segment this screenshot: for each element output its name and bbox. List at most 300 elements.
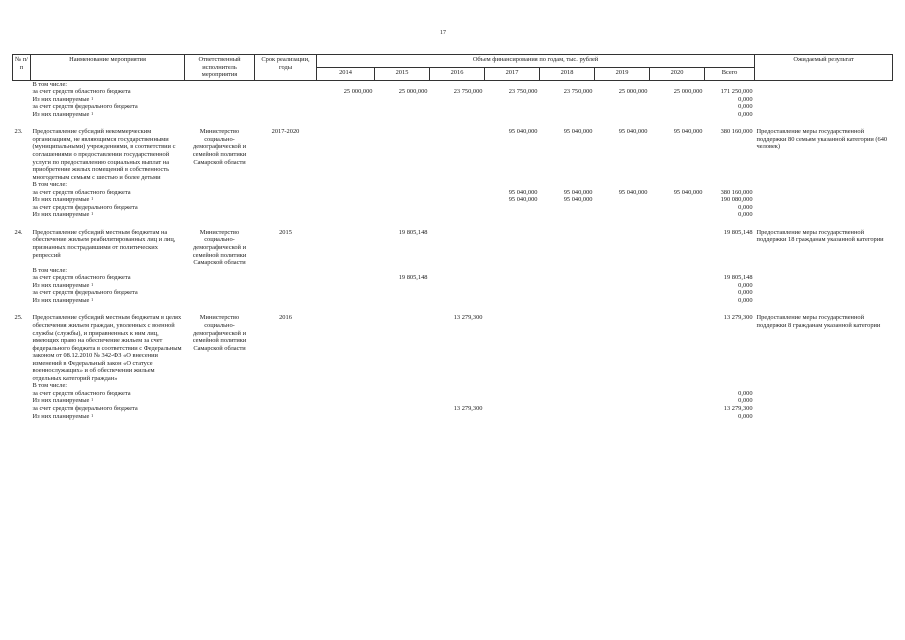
year-value (317, 382, 375, 390)
funding-source-row (13, 80, 893, 88)
footnote-mark: 1 (91, 296, 94, 302)
year-value (485, 382, 540, 390)
year-value (540, 111, 595, 119)
implementation-period: 2016 (279, 314, 292, 322)
year-value: 25 000,000 (343, 88, 373, 96)
year-value (595, 297, 650, 305)
footnote-mark: 1 (91, 412, 94, 418)
empty-cell (255, 211, 317, 219)
total-value: 0,000 (738, 211, 753, 219)
year-value (485, 289, 540, 297)
funding-source-row (13, 267, 893, 275)
year-value (595, 282, 650, 290)
total-value: 0,000 (738, 389, 753, 397)
empty-cell (185, 111, 255, 119)
year-value (430, 196, 485, 204)
year-value (430, 289, 485, 297)
empty-cell (185, 405, 255, 413)
footnote-mark: 1 (91, 281, 94, 287)
year-value (375, 289, 430, 297)
activity-row (13, 126, 893, 181)
year-value (595, 111, 650, 119)
header-total: Всего (705, 67, 755, 80)
total-value: 0,000 (738, 412, 753, 420)
year-value: 95 040,000 (618, 128, 648, 136)
empty-cell (755, 196, 893, 204)
year-value (485, 211, 540, 219)
year-value: 25 000,000 (673, 88, 703, 96)
year-value (317, 227, 375, 267)
empty-cell (13, 204, 31, 212)
year-value (317, 204, 375, 212)
header-year: 2016 (430, 67, 485, 80)
funding-source-row (13, 211, 893, 219)
empty-cell (255, 96, 317, 104)
year-value (430, 267, 485, 275)
empty-cell (185, 282, 255, 290)
year-value (650, 111, 705, 119)
header-year: 2018 (540, 67, 595, 80)
year-value: 95 040,000 (563, 196, 593, 204)
funding-source-text: Из них планируемые (32, 281, 90, 289)
year-value (317, 126, 375, 181)
year-value (317, 390, 375, 398)
empty-cell (255, 274, 317, 282)
total-value: 13 279,300 (723, 314, 753, 322)
year-value: 23 750,000 (508, 88, 538, 96)
total-value: 13 279,300 (723, 404, 753, 412)
total-value: 171 250,000 (720, 88, 753, 96)
year-value (430, 382, 485, 390)
empty-cell (255, 103, 317, 111)
year-value (650, 312, 705, 382)
year-value (317, 282, 375, 290)
empty-cell (185, 211, 255, 219)
row-spacer (13, 304, 893, 312)
empty-cell (185, 96, 255, 104)
funding-source-label (31, 189, 185, 197)
year-value (595, 312, 650, 382)
year-value (317, 413, 375, 421)
empty-cell (755, 405, 893, 413)
year-value (650, 297, 705, 305)
empty-cell (13, 282, 31, 290)
year-value: 19 805,148 (398, 228, 428, 236)
empty-cell (185, 80, 255, 88)
empty-cell (185, 181, 255, 189)
year-value (485, 390, 540, 398)
responsible-executor: Министерство социально-демографической и семейной политики Самарской области (192, 228, 247, 267)
year-value (317, 274, 375, 282)
header-name: Наименование мероприятия (31, 55, 185, 81)
row-spacer (13, 118, 893, 126)
year-value (317, 196, 375, 204)
year-value (375, 390, 430, 398)
year-value (650, 181, 705, 189)
empty-cell (755, 382, 893, 390)
year-value (430, 126, 485, 181)
empty-cell (13, 289, 31, 297)
empty-cell (185, 267, 255, 275)
year-value (650, 267, 705, 275)
year-value: 23 750,000 (563, 88, 593, 96)
funding-source-label (31, 413, 185, 421)
year-value (540, 204, 595, 212)
year-value (485, 413, 540, 421)
year-value (540, 181, 595, 189)
empty-cell (255, 111, 317, 119)
year-value (317, 405, 375, 413)
year-value (375, 267, 430, 275)
header-year: 2017 (485, 67, 540, 80)
year-value (375, 96, 430, 104)
responsible-executor: Министерство социально-демографической и семейной политики Самарской области (192, 314, 247, 352)
header-year: 2019 (595, 67, 650, 80)
funding-source-label (31, 88, 185, 96)
total-value: 190 080,000 (720, 196, 753, 204)
funding-source-row (13, 189, 893, 197)
year-value: 13 279,300 (453, 404, 483, 412)
activity-name: Предоставление субсидий некоммерческим организациям, не являющимся государственными (муниципальными) учреждениями, в соответствии с соглашениями о предоставлении государственной услуги по предоставлению социальных выплат на приобретение жилых помещений в собственность многодетным семьям с шестью и более детьми (32, 128, 176, 181)
total-value: 0,000 (738, 397, 753, 405)
funding-source-text: Из них планируемые (32, 397, 90, 405)
empty-cell (755, 413, 893, 421)
year-value (430, 111, 485, 119)
year-value (485, 405, 540, 413)
year-value (485, 297, 540, 305)
year-value (540, 289, 595, 297)
header-year: 2015 (375, 67, 430, 80)
empty-cell (755, 211, 893, 219)
empty-cell (185, 397, 255, 405)
header-year: 2020 (650, 67, 705, 80)
total-value: 0,000 (738, 296, 753, 304)
funding-source-label (31, 96, 185, 104)
funding-source-label (31, 103, 185, 111)
empty-cell (755, 289, 893, 297)
year-value (595, 413, 650, 421)
empty-cell (185, 196, 255, 204)
year-value (317, 96, 375, 104)
year-value (650, 413, 705, 421)
funding-source-row (13, 96, 893, 104)
expected-result: Предоставление меры государственной поддержки 8 гражданам указанной категории (756, 314, 881, 329)
header-financing: Объем финансирования по годам, тыс. рублей (317, 55, 755, 68)
total-value: 0,000 (738, 203, 753, 211)
empty-cell (255, 390, 317, 398)
year-value: 95 040,000 (618, 188, 648, 196)
row-number: 24. (14, 228, 23, 236)
year-value (595, 274, 650, 282)
funding-source-text: Из них планируемые (32, 95, 90, 103)
empty-cell (755, 267, 893, 275)
year-value (430, 297, 485, 305)
year-value (540, 413, 595, 421)
empty-cell (755, 397, 893, 405)
funding-source-text: Из них планируемые (32, 412, 90, 420)
year-value (430, 80, 485, 88)
empty-cell (13, 397, 31, 405)
year-value (595, 204, 650, 212)
year-value: 95 040,000 (508, 188, 538, 196)
table-body (13, 80, 893, 420)
funding-source-label (31, 289, 185, 297)
total-value: 0,000 (738, 103, 753, 111)
year-value (430, 181, 485, 189)
empty-cell (13, 103, 31, 111)
year-value (317, 181, 375, 189)
funding-source-row (13, 103, 893, 111)
empty-cell (755, 189, 893, 197)
year-value (650, 204, 705, 212)
empty-cell (755, 88, 893, 96)
financing-table (12, 54, 893, 420)
year-value (485, 227, 540, 267)
empty-cell (13, 405, 31, 413)
year-value (650, 382, 705, 390)
funding-source-row (13, 274, 893, 282)
activity-name: Предоставление субсидий местным бюджетам в целях обеспечения жильем граждан, уволенных с военной службы (службы), и приравненных к ним лиц, имеющих право на обеспечение жильем за счет федерального бюджета в соответствии с Федеральным законом от 08.12.2010 № 342-ФЗ «О внесении изменений в Федеральный закон «О статусе военнослужащих» и об обеспечении жильем отдельных категорий граждан» (32, 314, 182, 382)
year-value (595, 397, 650, 405)
empty-cell (13, 96, 31, 104)
funding-source-text: В том числе: (32, 266, 68, 274)
funding-source-label (31, 181, 185, 189)
empty-cell (255, 88, 317, 96)
header-responsible: Ответственный исполнитель мероприятия (185, 55, 255, 81)
year-value (430, 103, 485, 111)
total-value (705, 382, 755, 390)
empty-cell (755, 181, 893, 189)
funding-source-label (31, 211, 185, 219)
total-value: 0,000 (738, 289, 753, 297)
year-value (485, 103, 540, 111)
year-value: 95 040,000 (673, 188, 703, 196)
funding-source-label (31, 282, 185, 290)
year-value (540, 96, 595, 104)
empty-cell (13, 111, 31, 119)
year-value (430, 390, 485, 398)
year-value (595, 390, 650, 398)
empty-cell (255, 282, 317, 290)
year-value (650, 196, 705, 204)
year-value (485, 111, 540, 119)
funding-source-text: В том числе: (32, 80, 68, 88)
year-value (595, 181, 650, 189)
year-value (485, 80, 540, 88)
empty-cell (755, 103, 893, 111)
funding-source-text: В том числе: (32, 382, 68, 390)
total-value (705, 267, 755, 275)
empty-cell (255, 267, 317, 275)
year-value: 13 279,300 (453, 314, 483, 322)
year-value (375, 413, 430, 421)
year-value (375, 297, 430, 305)
year-value (317, 289, 375, 297)
empty-cell (755, 204, 893, 212)
empty-cell (13, 80, 31, 88)
empty-cell (13, 390, 31, 398)
empty-cell (185, 413, 255, 421)
year-value (375, 80, 430, 88)
year-value (595, 227, 650, 267)
year-value (317, 297, 375, 305)
funding-source-row (13, 88, 893, 96)
empty-cell (255, 413, 317, 421)
empty-cell (255, 382, 317, 390)
row-number: 23. (14, 128, 23, 136)
year-value (595, 289, 650, 297)
total-value: 0,000 (738, 95, 753, 103)
year-value (540, 312, 595, 382)
empty-cell (255, 196, 317, 204)
year-value (375, 111, 430, 119)
year-value (650, 103, 705, 111)
year-value: 19 805,148 (398, 274, 428, 282)
footnote-mark: 1 (91, 211, 94, 217)
footnote-mark: 1 (91, 397, 94, 403)
year-value (650, 211, 705, 219)
footnote-mark: 1 (91, 196, 94, 202)
year-value (317, 103, 375, 111)
empty-cell (13, 211, 31, 219)
year-value (650, 227, 705, 267)
year-value (375, 211, 430, 219)
empty-cell (755, 96, 893, 104)
year-value (650, 405, 705, 413)
year-value (485, 181, 540, 189)
year-value (540, 390, 595, 398)
year-value (540, 211, 595, 219)
year-value (375, 382, 430, 390)
year-value (375, 189, 430, 197)
total-value: 0,000 (738, 110, 753, 118)
year-value (485, 282, 540, 290)
year-value (540, 382, 595, 390)
year-value (485, 274, 540, 282)
implementation-period: 2017-2020 (271, 128, 300, 136)
total-value: 19 805,148 (723, 274, 753, 282)
year-value (430, 413, 485, 421)
empty-cell (255, 181, 317, 189)
row-number: 25. (14, 314, 23, 322)
total-value: 0,000 (738, 281, 753, 289)
year-value (540, 297, 595, 305)
funding-source-text: за счет средств областного бюджета (32, 274, 131, 282)
year-value (375, 181, 430, 189)
funding-source-label (31, 382, 185, 390)
year-value (317, 189, 375, 197)
year-value (317, 267, 375, 275)
empty-cell (255, 397, 317, 405)
funding-source-row (13, 297, 893, 305)
empty-cell (13, 189, 31, 197)
funding-source-text: за счет средств областного бюджета (32, 188, 131, 196)
total-value: 19 805,148 (723, 228, 753, 236)
year-value: 95 040,000 (673, 128, 703, 136)
year-value (485, 312, 540, 382)
empty-cell (185, 204, 255, 212)
year-value (540, 80, 595, 88)
funding-source-row (13, 282, 893, 290)
year-value (650, 80, 705, 88)
funding-source-row (13, 382, 893, 390)
activity-row (13, 227, 893, 267)
empty-cell (255, 204, 317, 212)
empty-cell (255, 189, 317, 197)
header-period: Срок реализации, годы (255, 55, 317, 81)
year-value: 23 750,000 (453, 88, 483, 96)
empty-cell (13, 196, 31, 204)
year-value (650, 96, 705, 104)
year-value (540, 103, 595, 111)
header-result: Ожидаемый результат (755, 55, 893, 81)
year-value (540, 282, 595, 290)
empty-cell (755, 111, 893, 119)
year-value (650, 289, 705, 297)
header-year: 2014 (317, 67, 375, 80)
footnote-mark: 1 (91, 95, 94, 101)
year-value: 95 040,000 (563, 188, 593, 196)
year-value (595, 196, 650, 204)
total-value (705, 80, 755, 88)
total-value: 380 160,000 (720, 128, 753, 136)
empty-cell (755, 297, 893, 305)
expected-result: Предоставление меры государственной поддержки 80 семьям указанной категории (640 человек) (756, 128, 888, 151)
funding-source-label (31, 267, 185, 275)
empty-cell (755, 274, 893, 282)
year-value (375, 397, 430, 405)
year-value: 25 000,000 (398, 88, 428, 96)
funding-source-text: за счет средств федерального бюджета (32, 404, 138, 412)
funding-source-row (13, 204, 893, 212)
footnote-mark: 1 (91, 110, 94, 116)
activity-row (13, 312, 893, 382)
funding-source-label (31, 405, 185, 413)
year-value (485, 397, 540, 405)
empty-cell (255, 80, 317, 88)
funding-source-label (31, 111, 185, 119)
empty-cell (13, 297, 31, 305)
funding-source-row (13, 196, 893, 204)
empty-cell (755, 390, 893, 398)
empty-cell (185, 297, 255, 305)
year-value: 95 040,000 (508, 128, 538, 136)
year-value (595, 80, 650, 88)
implementation-period: 2015 (279, 228, 292, 236)
year-value (650, 397, 705, 405)
year-value (375, 312, 430, 382)
empty-cell (13, 267, 31, 275)
year-value (430, 96, 485, 104)
year-value (485, 204, 540, 212)
funding-source-text: Из них планируемые (32, 110, 90, 118)
empty-cell (13, 413, 31, 421)
total-value (705, 181, 755, 189)
empty-cell (255, 297, 317, 305)
year-value (485, 96, 540, 104)
empty-cell (185, 382, 255, 390)
activity-name: Предоставление субсидий местным бюджетам на обеспечение жильем реабилитированных лиц и лиц, признанных пострадавшими от политических репрессий (32, 228, 176, 259)
empty-cell (185, 274, 255, 282)
year-value (540, 397, 595, 405)
year-value (540, 405, 595, 413)
empty-cell (13, 88, 31, 96)
responsible-executor: Министерство социально-демографической и семейной политики Самарской области (192, 128, 247, 166)
year-value (595, 211, 650, 219)
year-value (650, 390, 705, 398)
year-value (595, 103, 650, 111)
page-number: 17 (440, 30, 446, 36)
